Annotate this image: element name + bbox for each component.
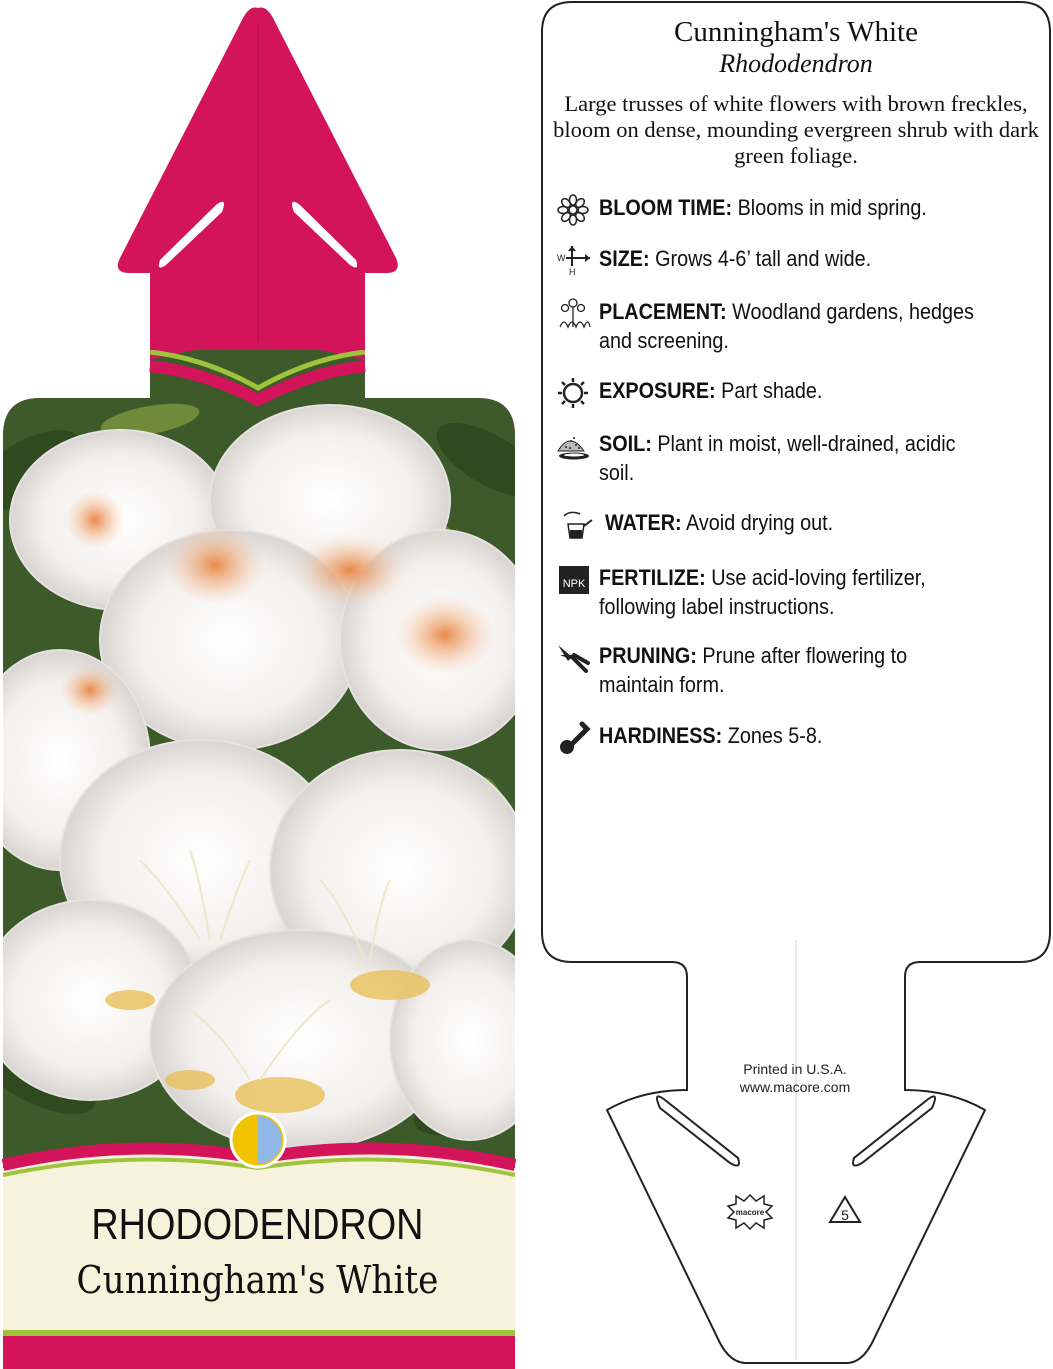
- svg-text:macore: macore: [735, 1208, 765, 1217]
- svg-text:NPK: NPK: [562, 578, 586, 590]
- size-icon: [556, 244, 594, 278]
- svg-text:5: 5: [841, 1207, 849, 1223]
- pruners-icon: [556, 641, 594, 675]
- back-title: Cunningham's White: [674, 16, 918, 48]
- svg-text:H: H: [569, 267, 576, 277]
- thermometer-icon: [556, 721, 594, 755]
- front-species-name: RHODODENDRON: [91, 1200, 424, 1249]
- back-subtitle: Rhododendron: [719, 49, 873, 78]
- printed-website: www.macore.com: [739, 1079, 851, 1095]
- front-cultivar-name: Cunningham's White: [76, 1258, 439, 1302]
- placement-icon: [556, 297, 594, 331]
- soil-icon: [556, 429, 594, 463]
- flower-icon: [556, 193, 594, 227]
- printed-info: [700, 1060, 890, 1096]
- plant-description: Large trusses of white flowers with brown freckles, bloom on dense, mounding evergreen shrub with dark green foliage.: [553, 91, 1039, 168]
- svg-text:W: W: [557, 253, 566, 263]
- npk-icon: [556, 563, 594, 597]
- watering-can-icon: [558, 508, 596, 542]
- sun-icon: [556, 376, 594, 410]
- printed-country: Printed in U.S.A.: [743, 1061, 847, 1077]
